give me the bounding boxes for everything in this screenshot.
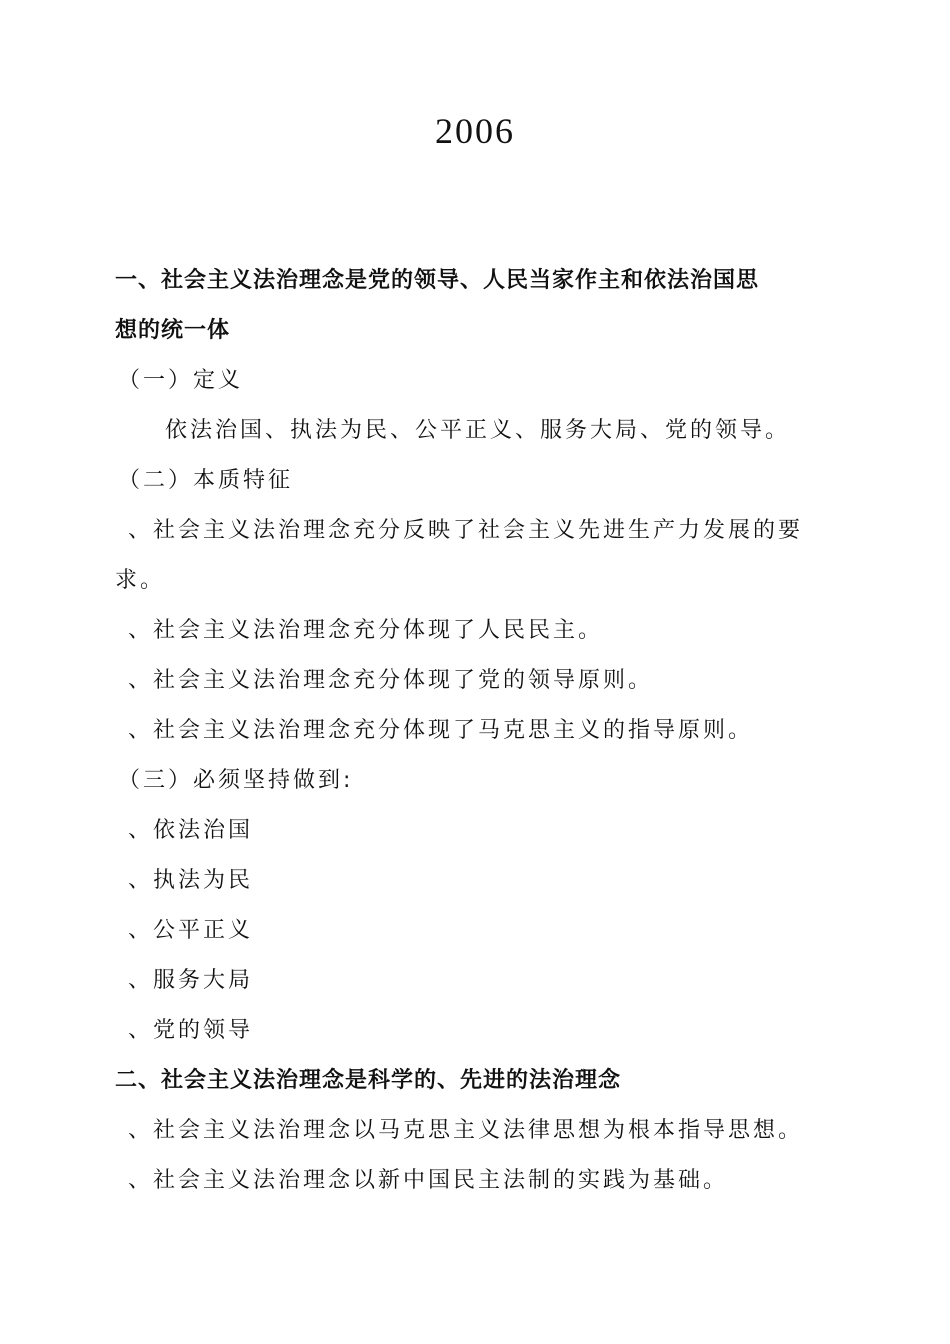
list-item: 、社会主义法治理念充分体现了人民民主。 bbox=[128, 618, 604, 643]
subsection-heading-essence: （二）本质特征 bbox=[118, 468, 294, 493]
list-item: 、社会主义法治理念以新中国民主法制的实践为基础。 bbox=[128, 1168, 729, 1193]
list-item: 、服务大局 bbox=[128, 968, 254, 993]
list-item: 、社会主义法治理念充分体现了马克思主义的指导原则。 bbox=[128, 718, 754, 743]
page-title: 2006 bbox=[435, 111, 515, 151]
list-item: 、社会主义法治理念充分反映了社会主义先进生产力发展的要 bbox=[128, 518, 804, 543]
list-item-continued: 求。 bbox=[115, 568, 166, 593]
list-item: 、社会主义法治理念以马克思主义法律思想为根本指导思想。 bbox=[128, 1118, 804, 1143]
section-heading-1-continued: 想的统一体 bbox=[115, 318, 231, 343]
paragraph-definition: 依法治国、执法为民、公平正义、服务大局、党的领导。 bbox=[165, 418, 791, 443]
list-item: 、社会主义法治理念充分体现了党的领导原则。 bbox=[128, 668, 654, 693]
list-item: 、党的领导 bbox=[128, 1018, 254, 1043]
subsection-heading-definition: （一）定义 bbox=[118, 368, 244, 393]
list-item: 、依法治国 bbox=[128, 818, 254, 843]
section-heading-2: 二、社会主义法治理念是科学的、先进的法治理念 bbox=[115, 1068, 622, 1093]
subsection-heading-requirements: （三）必须坚持做到: bbox=[118, 768, 354, 793]
section-heading-1: 一、社会主义法治理念是党的领导、人民当家作主和依法治国思 bbox=[115, 268, 760, 293]
list-item: 、执法为民 bbox=[128, 868, 254, 893]
list-item: 、公平正义 bbox=[128, 918, 254, 943]
